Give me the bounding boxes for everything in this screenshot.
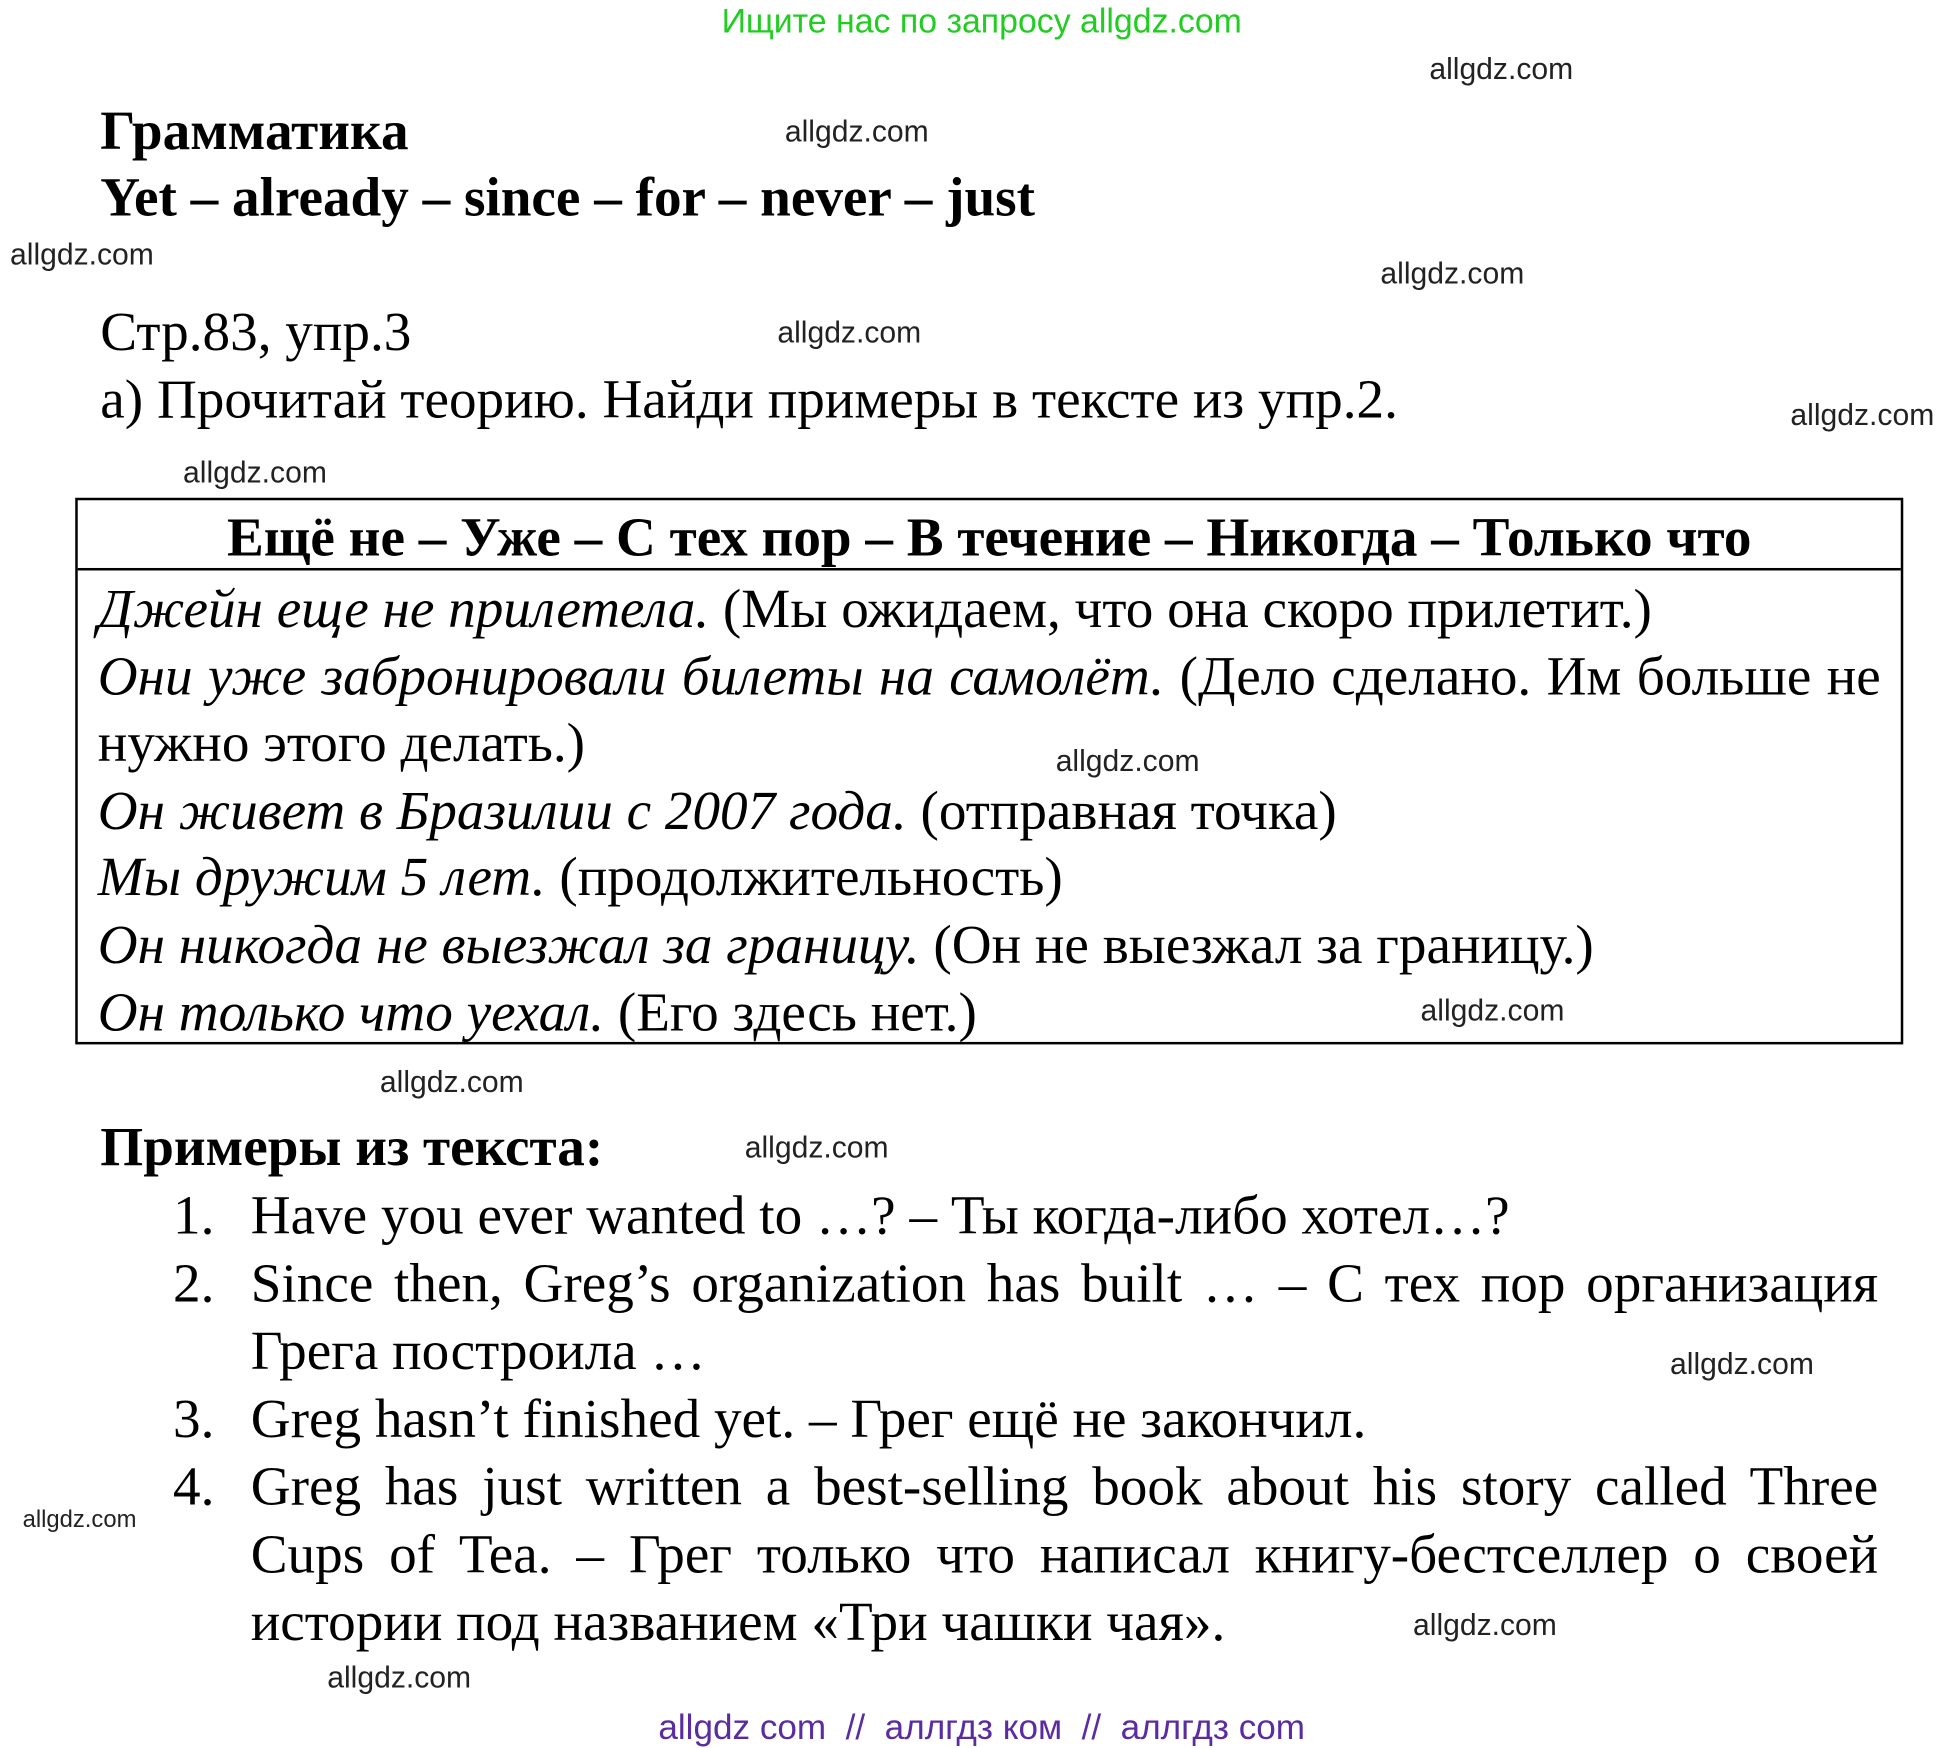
watermark: allgdz.com: [1790, 398, 1935, 433]
watermark: allgdz.com: [22, 1507, 137, 1534]
watermark: allgdz.com: [1055, 744, 1200, 779]
watermark: allgdz.com: [777, 315, 922, 350]
table-row: [98, 777, 1881, 844]
examples-list: [173, 1182, 1878, 1656]
list-item: [173, 1453, 1878, 1656]
watermark: allgdz.com: [183, 456, 327, 491]
item-text: Since then, Greg’s organization has built … – С тех пор организация Грега построила …: [250, 1252, 1879, 1382]
note-text: (отправная точка): [906, 779, 1337, 842]
item-number: 4.: [173, 1455, 215, 1518]
note-text: (продолжительность): [545, 846, 1063, 909]
example-text: Мы дружим 5 лет.: [97, 846, 546, 909]
task-text: а) Прочитай теорию. Найди примеры в тексте из упр.2.: [100, 368, 1398, 431]
example-text: Он никогда не выезжал за границу.: [97, 913, 920, 976]
watermark: allgdz.com: [1413, 1608, 1557, 1643]
footer-banner[interactable]: allgdz com // аллгдз ком // аллгдз com: [658, 1707, 1306, 1747]
note-text: (Дело сделано. Им больше не нужно этого делать.): [97, 645, 1881, 774]
page-reference: Стр.83, упр.3: [100, 300, 412, 363]
watermark: allgdz.com: [327, 1661, 472, 1696]
item-number: 2.: [173, 1252, 215, 1314]
watermark: allgdz.com: [1670, 1347, 1814, 1382]
promo-banner[interactable]: Ищите нас по запросу allgdz.com: [721, 2, 1242, 41]
example-text: Он только что уехал.: [97, 981, 605, 1043]
watermark: allgdz.com: [1429, 52, 1574, 87]
item-text: Greg has just written a best-selling book about his story called Three Cups of Tea. – Грег только что написал книгу-бестселлер о своей истории под названием «Три чашки чая».: [250, 1455, 1879, 1653]
watermark: allgdz.com: [1380, 257, 1525, 291]
example-text: Джейн еще не прилетела.: [97, 578, 710, 640]
list-item: [173, 1385, 1878, 1453]
note-text: (Мы ожидаем, что она скоро прилетит.): [709, 578, 1652, 640]
table-row: [98, 979, 1881, 1046]
table-row: [98, 911, 1881, 978]
table-header: Ещё не – Уже – С тех пор – В течение – Никогда – Только что: [78, 500, 1901, 570]
list-item: [173, 1250, 1878, 1385]
watermark: allgdz.com: [784, 115, 929, 150]
grammar-table: [75, 498, 1903, 1045]
watermark: allgdz.com: [744, 1130, 889, 1165]
examples-title: Примеры из текста:: [100, 1115, 604, 1178]
heading: Грамматика: [100, 100, 409, 162]
list-item: [173, 1182, 1878, 1250]
item-text: Greg hasn’t finished yet. – Грег ещё не закончил.: [250, 1387, 1367, 1450]
note-text: (Его здесь нет.): [604, 981, 977, 1043]
table-row: [98, 575, 1881, 642]
watermark: allgdz.com: [1420, 994, 1565, 1029]
note-text: (Он не выезжал за границу.): [919, 913, 1594, 976]
watermark: allgdz.com: [10, 238, 154, 273]
example-text: Они уже забронировали билеты на самолёт.: [97, 645, 1165, 707]
item-number: 1.: [173, 1184, 215, 1247]
watermark: allgdz.com: [379, 1065, 524, 1100]
example-text: Он живет в Бразилии с 2007 года.: [97, 779, 907, 842]
item-text: Have you ever wanted to …? – Ты когда-либо хотел…?: [250, 1184, 1510, 1247]
subheading: Yet – already – since – for – never – just: [100, 166, 1035, 229]
table-row: [98, 844, 1881, 911]
item-number: 3.: [173, 1387, 215, 1450]
table-row: [98, 643, 1881, 777]
